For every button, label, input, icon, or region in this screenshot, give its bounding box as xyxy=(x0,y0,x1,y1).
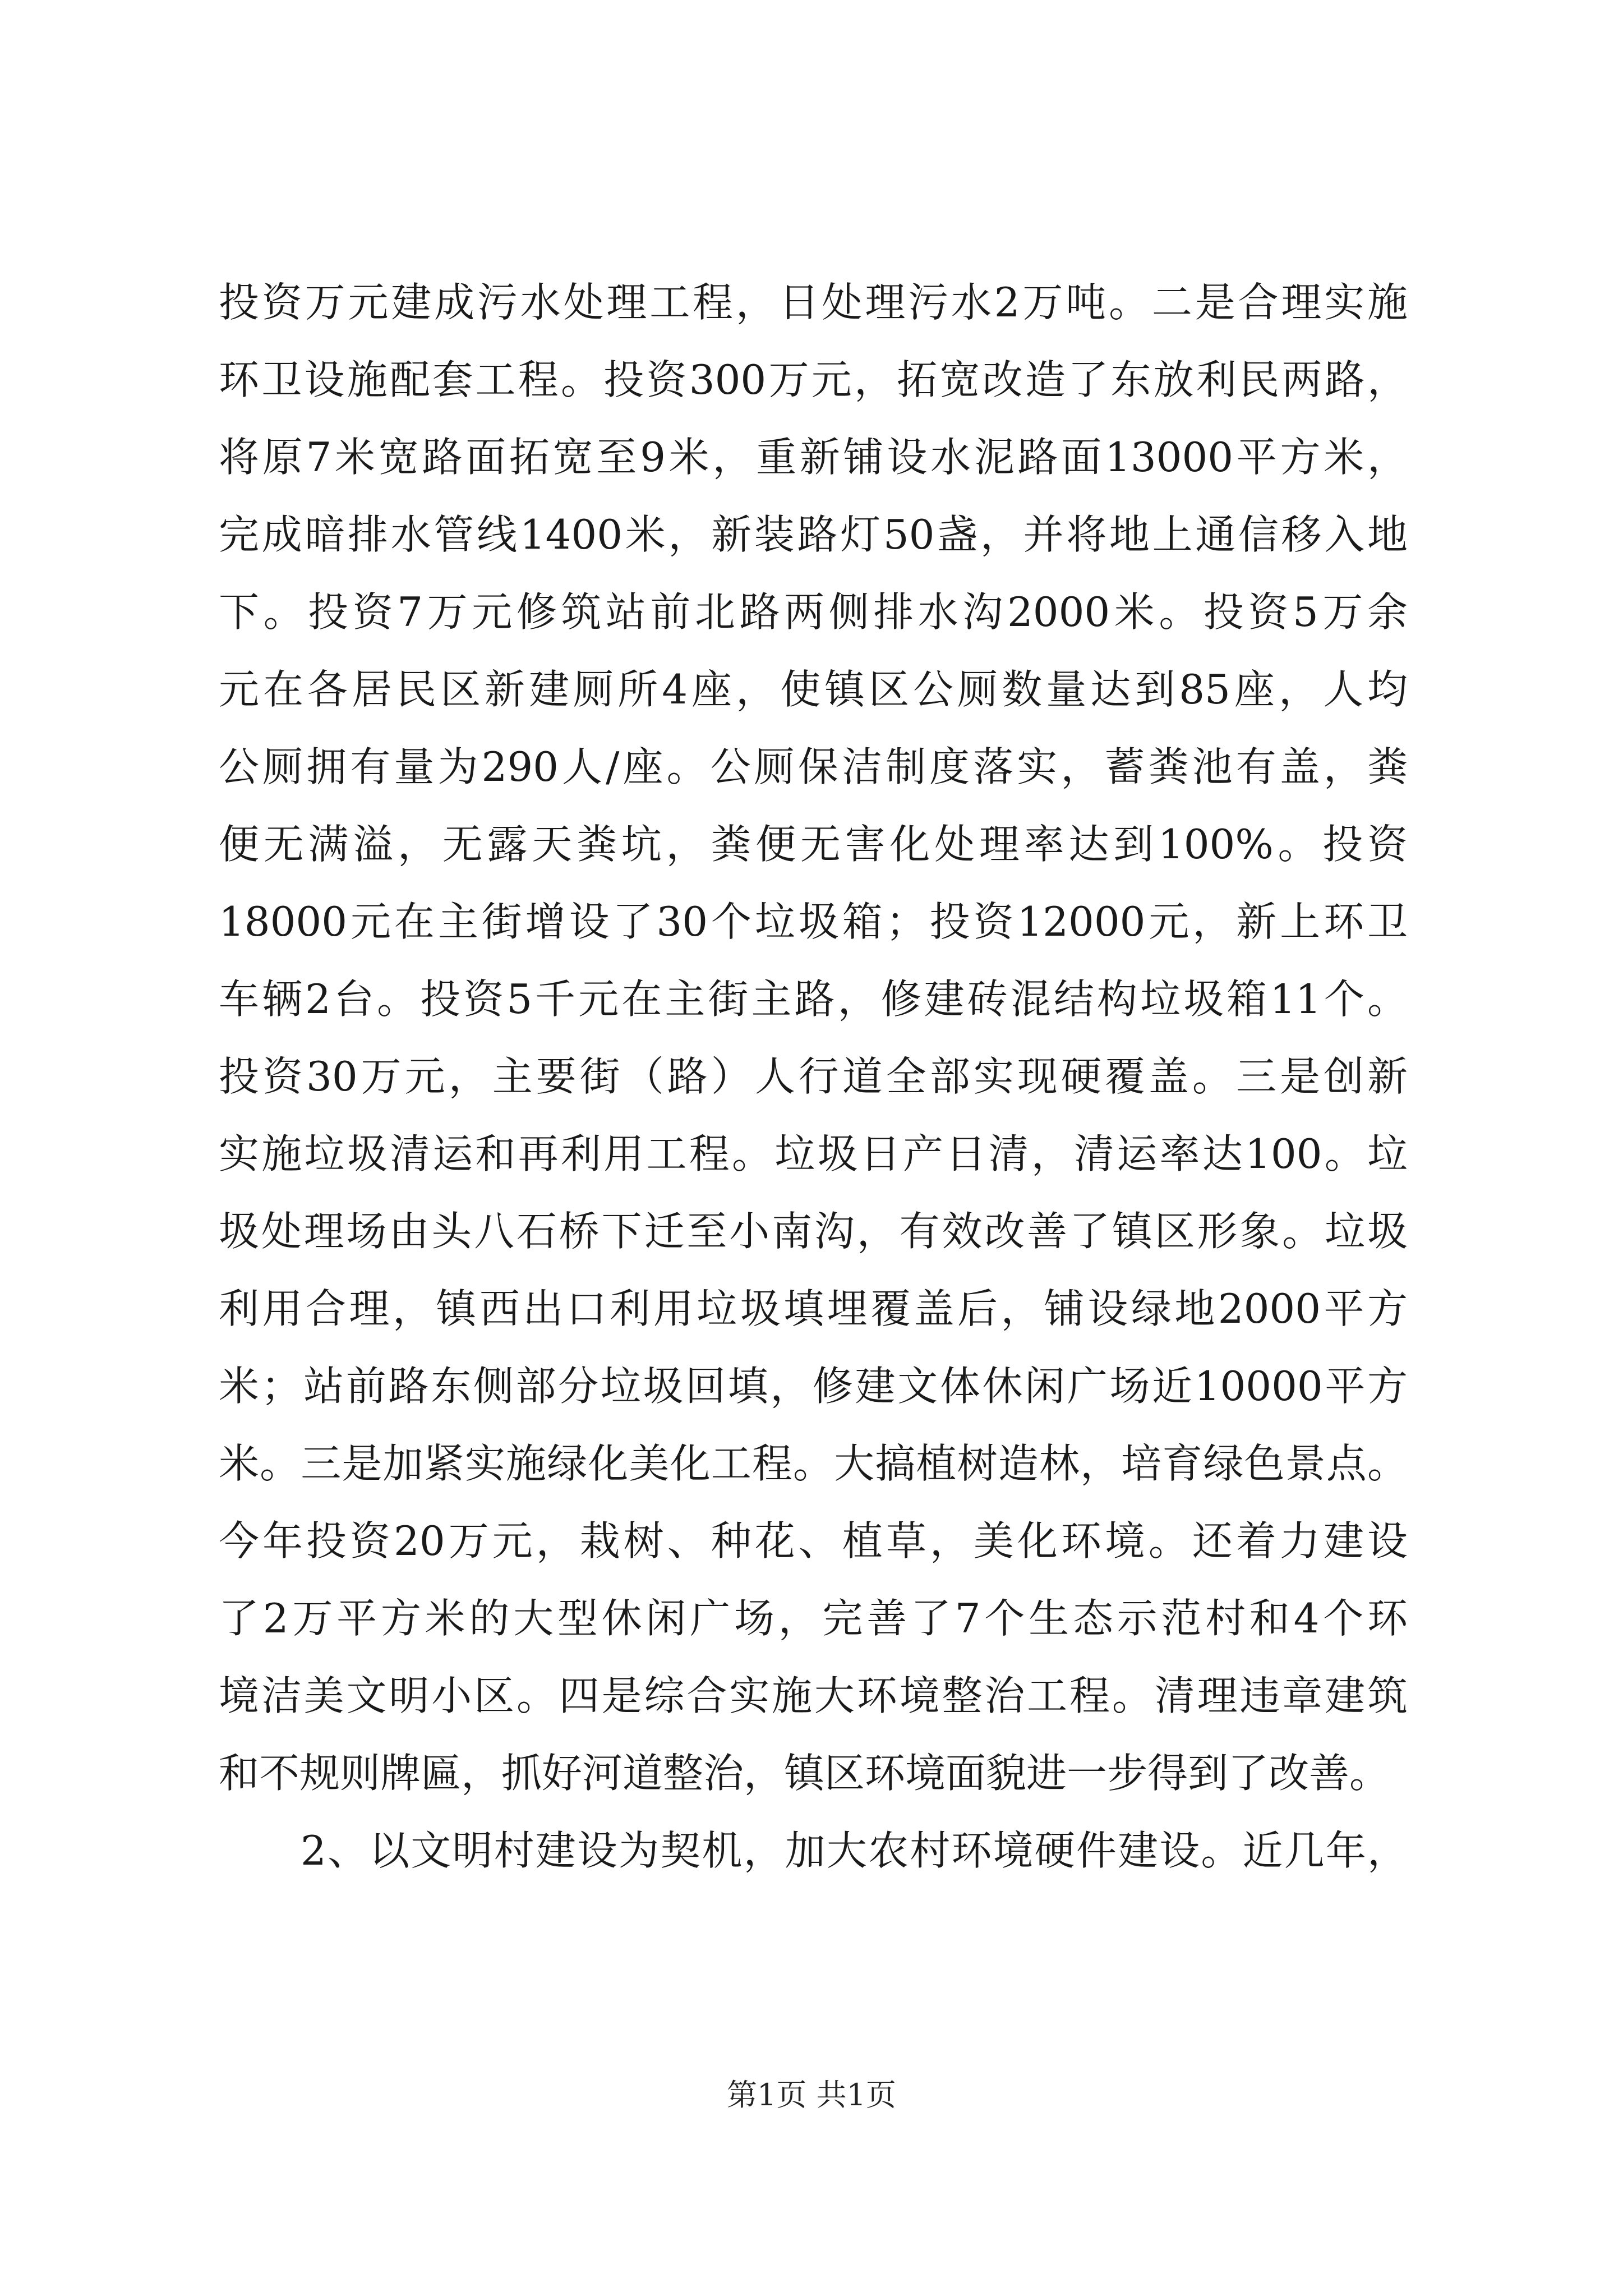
text-line: 投资万元建成污水处理工程，日处理污水2万吨。二是合理实施 xyxy=(219,279,1408,326)
text-line: 车辆2台。投资5千元在主街主路，修建砖混结构垃圾箱11个。 xyxy=(219,976,1408,1023)
text-line: 公厕拥有量为290人/座。公厕保洁制度落实，蓄粪池有盖，粪 xyxy=(219,743,1408,790)
text-line: 米；站前路东侧部分垃圾回填，修建文体休闲广场近10000平方 xyxy=(219,1363,1408,1410)
text-line: 了2万平方米的大型休闲广场，完善了7个生态示范村和4个环 xyxy=(219,1595,1408,1642)
document-body xyxy=(219,264,1408,1889)
text-line: 圾处理场由头八石桥下迁至小南沟，有效改善了镇区形象。垃圾 xyxy=(219,1208,1408,1255)
text-line: 实施垃圾清运和再利用工程。垃圾日产日清，清运率达100。垃 xyxy=(219,1130,1408,1177)
text-line: 投资30万元，主要街（路）人行道全部实现硬覆盖。三是创新 xyxy=(219,1053,1408,1100)
text-line: 环卫设施配套工程。投资300万元，拓宽改造了东放利民两路， xyxy=(219,356,1408,403)
text-line: 完成暗排水管线1400米，新装路灯50盏，并将地上通信移入地 xyxy=(219,511,1408,558)
text-line: 元在各居民区新建厕所4座，使镇区公厕数量达到85座，人均 xyxy=(219,666,1408,713)
text-line: 米。三是加紧实施绿化美化工程。大搞植树造林，培育绿色景点。 xyxy=(219,1440,1408,1487)
text-line: 18000元在主街增设了30个垃圾箱；投资12000元，新上环卫 xyxy=(219,898,1408,945)
text-line: 境洁美文明小区。四是综合实施大环境整治工程。清理违章建筑 xyxy=(219,1672,1408,1719)
text-line: 利用合理，镇西出口利用垃圾填埋覆盖后，铺设绿地2000平方 xyxy=(219,1285,1408,1332)
text-line: 和不规则牌匾，抓好河道整治，镇区环境面貌进一步得到了改善。 xyxy=(219,1750,1390,1797)
text-line: 将原7米宽路面拓宽至9米，重新铺设水泥路面13000平方米， xyxy=(219,434,1408,481)
text-line: 今年投资20万元，栽树、种花、植草，美化环境。还着力建设 xyxy=(219,1517,1408,1565)
page-footer: 第1页 共1页 xyxy=(727,2077,896,2113)
paragraph-start-line: 2、以文明村建设为契机，加大农村环境硬件建设。近几年， xyxy=(301,1827,1408,1874)
text-line: 下。投资7万元修筑站前北路两侧排水沟2000米。投资5万余 xyxy=(219,588,1408,636)
text-line: 便无满溢，无露天粪坑，粪便无害化处理率达到100%。投资 xyxy=(219,821,1408,868)
